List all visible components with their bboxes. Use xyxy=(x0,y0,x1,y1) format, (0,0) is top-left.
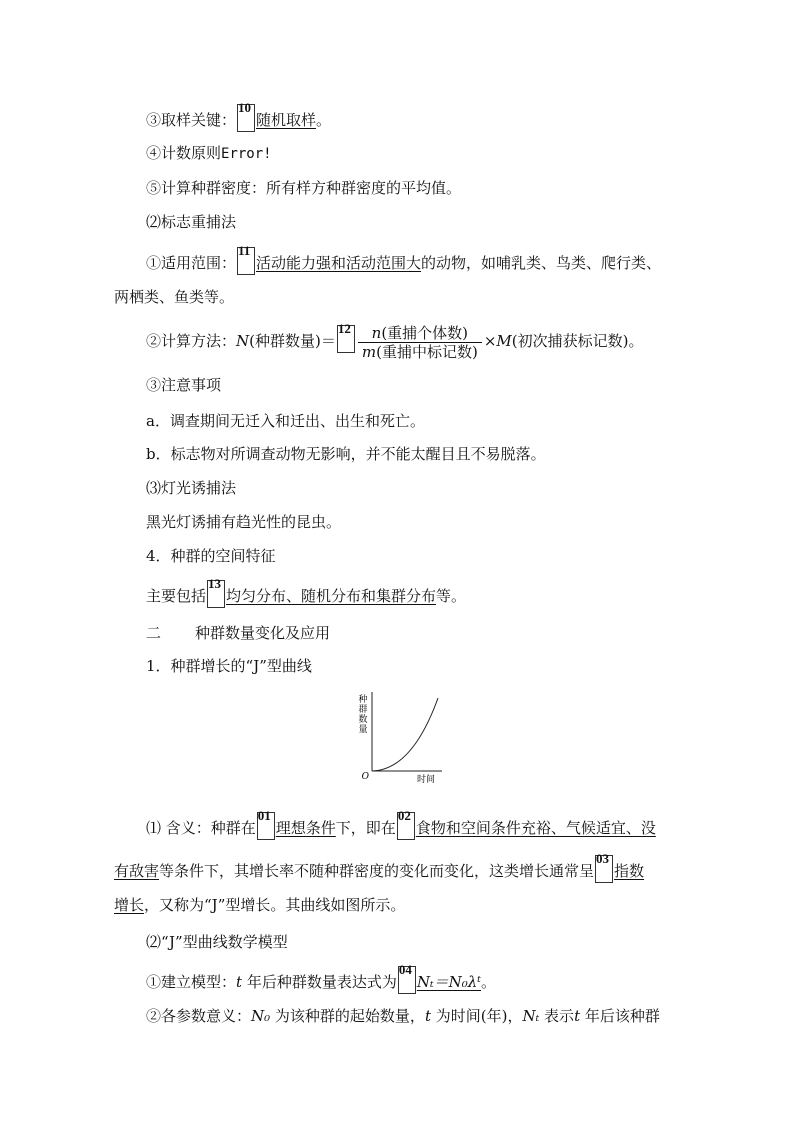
answer-number: 10 xyxy=(238,100,252,115)
section-title: 种群数量变化及应用 xyxy=(195,624,331,642)
text: ①建立模型： xyxy=(146,973,237,991)
text: 。 xyxy=(481,973,497,991)
line-counting-rule xyxy=(146,142,272,165)
answer-box xyxy=(207,576,225,608)
var-Nt: Nₜ xyxy=(522,1007,540,1025)
y-label-char: 量 xyxy=(358,725,368,735)
answer-number: 02 xyxy=(397,808,411,823)
answer-text: 指数 xyxy=(614,862,645,880)
text: 为时间(年)， xyxy=(430,1007,523,1025)
answer-number: 01 xyxy=(257,808,271,823)
text: (重捕个体数) xyxy=(381,323,469,342)
x-axis-label: 时间 xyxy=(416,775,436,785)
y-label-char: 种 xyxy=(358,695,368,705)
var-t: t xyxy=(236,973,243,991)
j-curve-chart xyxy=(350,688,450,788)
text: 主要包括 xyxy=(146,587,207,605)
answer-text: 有敌害 xyxy=(114,862,160,880)
answer-number: 03 xyxy=(596,851,610,866)
answer-formula: Nₜ＝N₀λᵗ xyxy=(416,973,481,991)
j-curve xyxy=(372,698,438,771)
answer-box xyxy=(397,808,415,840)
text: 年后该种群 xyxy=(580,1007,660,1025)
var-N0: N₀ xyxy=(251,1007,271,1025)
line-applicable-range-cont: 两栖类、鱼类等。 xyxy=(114,288,235,306)
text: 的动物，如哺乳类、鸟类、爬行类、 xyxy=(421,254,662,272)
y-label-char: 数 xyxy=(358,715,368,725)
error-text: Error! xyxy=(221,146,272,162)
var-n: n xyxy=(371,323,382,342)
line-calc-method xyxy=(146,320,643,362)
answer-text: 理想条件 xyxy=(275,819,336,837)
line-sampling-key xyxy=(146,100,332,132)
var-M: M xyxy=(496,332,512,350)
answer-number: 12 xyxy=(337,321,351,336)
answer-text: 均匀分布、随机分布和集群分布 xyxy=(226,587,437,605)
line-meaning xyxy=(146,808,656,840)
line-spatial-types xyxy=(146,576,467,608)
line-mark-recapture-heading: ⑵标志重捕法 xyxy=(146,213,237,231)
text: 年后种群数量表达式为 xyxy=(242,973,397,991)
line-meaning-cont2 xyxy=(114,894,405,916)
answer-text: 增长 xyxy=(114,896,145,914)
line-meaning-cont xyxy=(114,851,645,883)
line-notes-heading: ③注意事项 xyxy=(146,376,222,394)
line-j-curve-heading: 1．种群增长的“J”型曲线 xyxy=(146,657,312,675)
line-applicable-range xyxy=(146,243,662,275)
answer-box xyxy=(398,962,416,994)
text: (初次捕获标记数)。 xyxy=(511,332,644,350)
text: 等。 xyxy=(436,587,467,605)
times-sign: × xyxy=(483,332,497,350)
text: 为该种群的起始数量， xyxy=(270,1007,425,1025)
numerator xyxy=(358,324,482,342)
answer-text: 活动能力强和活动范围大 xyxy=(256,254,422,272)
line-note-b: b．标志物对所调查动物无影响，并不能太醒目且不易脱落。 xyxy=(146,445,546,463)
line-light-trap: 黑光灯诱捕有趋光性的昆虫。 xyxy=(146,513,342,531)
answer-number: 04 xyxy=(398,962,412,977)
text: (种群数量)＝ xyxy=(249,332,336,350)
text: ②计算方法： xyxy=(146,332,237,350)
text: ①适用范围： xyxy=(146,254,237,272)
text: ②各参数意义： xyxy=(146,1007,252,1025)
answer-box xyxy=(237,100,255,132)
text: ，又称为“J”型增长。其曲线如图所示。 xyxy=(144,896,406,914)
text: (重捕中标记数) xyxy=(376,342,478,361)
var-N: N xyxy=(236,332,250,350)
var-m: m xyxy=(361,342,377,361)
line-build-model xyxy=(146,962,497,994)
text: 等条件下，其增长率不随种群密度的变化而变化，这类增长通常呈 xyxy=(159,862,595,880)
text: 。 xyxy=(316,111,332,129)
text: 表示 xyxy=(539,1007,575,1025)
line-spatial-heading: 4．种群的空间特征 xyxy=(146,547,276,565)
line-note-a: a．调查期间无迁入和迁出、出生和死亡。 xyxy=(146,412,425,430)
answer-number: 11 xyxy=(238,243,251,258)
answer-box xyxy=(237,243,255,275)
denominator xyxy=(358,342,482,361)
line-density-calc: ⑤计算种群密度：所有样方种群密度的平均值。 xyxy=(146,179,462,197)
formula-fraction xyxy=(358,324,482,361)
var-t: t xyxy=(574,1007,581,1025)
line-light-trap-heading: ⑶灯光诱捕法 xyxy=(146,479,237,497)
line-math-model-heading: ⑵“J”型曲线数学模型 xyxy=(146,933,288,951)
text: ③取样关键： xyxy=(146,111,237,129)
text: ⑴ 含义：种群在 xyxy=(146,819,256,837)
answer-text: 随机取样 xyxy=(256,111,317,129)
text: ④计数原则 xyxy=(146,144,222,162)
answer-text: 食物和空间条件充裕、气候适宜、没 xyxy=(415,819,656,837)
answer-number: 13 xyxy=(208,576,222,591)
section-heading xyxy=(146,622,330,644)
var-t: t xyxy=(424,1007,431,1025)
answer-box xyxy=(337,321,355,353)
line-parameter-meaning xyxy=(146,1005,660,1027)
y-label-char: 群 xyxy=(358,705,368,715)
answer-box xyxy=(595,851,613,883)
answer-box xyxy=(257,808,275,840)
text: 下，即在 xyxy=(335,819,396,837)
section-number: 二 xyxy=(146,624,162,642)
origin-label: O xyxy=(361,772,369,782)
